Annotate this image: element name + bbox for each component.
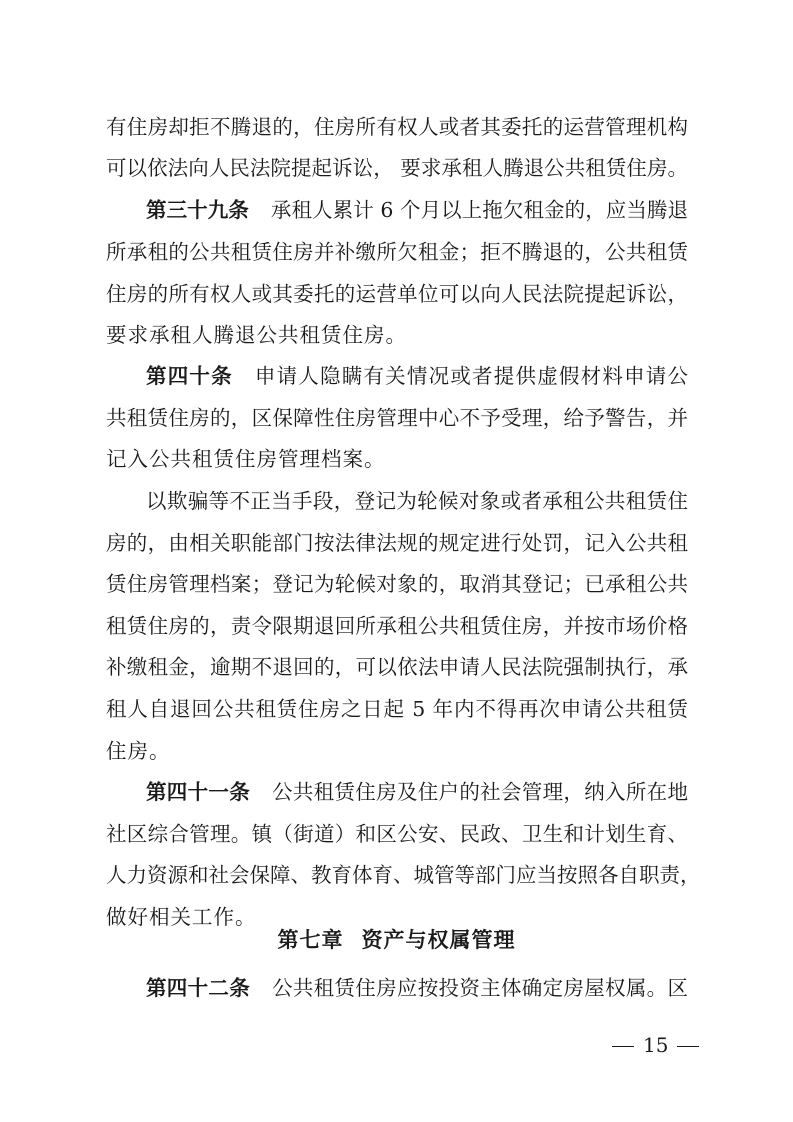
article-41-first-line [146, 778, 688, 806]
text-line: 所承租的公共租赁住房并补缴所欠租金；拒不腾退的，公共租赁 [106, 240, 688, 264]
text-line: 补缴租金，逾期不退回的，可以依法申请人民法院强制执行，承 [106, 655, 688, 679]
dash-right [677, 1046, 699, 1047]
text-line: 公共租赁住房应按投资主体确定房屋权属。区 [272, 976, 688, 1000]
text-line: 共租赁住房的，区保障性住房管理中心不予受理，给予警告，并 [106, 406, 688, 430]
article-39-first-line [146, 196, 688, 224]
text-line: 住房。 [106, 739, 171, 763]
text-line: 住房的所有权人或其委托的运营单位可以向人民法院提起诉讼， [106, 282, 688, 306]
text-line: 租赁住房的，责令限期退回所承租公共租赁住房，并按市场价格 [106, 614, 688, 638]
article-41-heading: 第四十一条 [146, 780, 251, 804]
text-line: 公共租赁住房及住户的社会管理，纳入所在地 [272, 780, 688, 804]
page-number-value: 15 [643, 1033, 669, 1057]
article-40-heading: 第四十条 [146, 364, 233, 388]
text-line: 记入公共租赁住房管理档案。 [106, 447, 386, 471]
chapter-number: 第七章 [277, 928, 344, 952]
text-line: 做好相关工作。 [106, 905, 257, 929]
text-line: 社区综合管理。镇（街道）和区公安、民政、卫生和计划生育、 [106, 822, 688, 846]
page-number [612, 1032, 699, 1058]
article-42-first-line [146, 974, 688, 1002]
chapter-heading [0, 926, 793, 954]
text-line: 承租人累计 6 个月以上拖欠租金的，应当腾退 [270, 198, 689, 222]
dash-left [612, 1046, 634, 1047]
text-line: 要求承租人腾退公共租赁住房。 [106, 323, 407, 347]
text-line: 以欺骗等不正当手段，登记为轮候对象或者承租公共租赁住 [146, 489, 688, 513]
article-40-first-line [146, 362, 688, 390]
text-line: 可以依法向人民法院提起诉讼， 要求承租人腾退公共租赁住房。 [106, 156, 688, 180]
article-42-heading: 第四十二条 [146, 976, 251, 1000]
chapter-title: 资产与权属管理 [361, 928, 516, 952]
article-39-heading: 第三十九条 [146, 198, 249, 222]
text-line: 赁住房管理档案；登记为轮候对象的，取消其登记；已承租公共 [106, 572, 688, 596]
text-line: 申请人隐瞒有关情况或者提供虚假材料申请公 [254, 364, 689, 388]
text-line: 有住房却拒不腾退的，住房所有权人或者其委托的运营管理机构 [106, 115, 688, 139]
text-line: 租人自退回公共租赁住房之日起 5 年内不得再次申请公共租赁 [106, 697, 688, 721]
text-line: 人力资源和社会保障、教育体育、城管等部门应当按照各自职责， [106, 863, 701, 887]
text-line: 房的，由相关职能部门按法律法规的规定进行处罚，记入公共租 [106, 531, 688, 555]
